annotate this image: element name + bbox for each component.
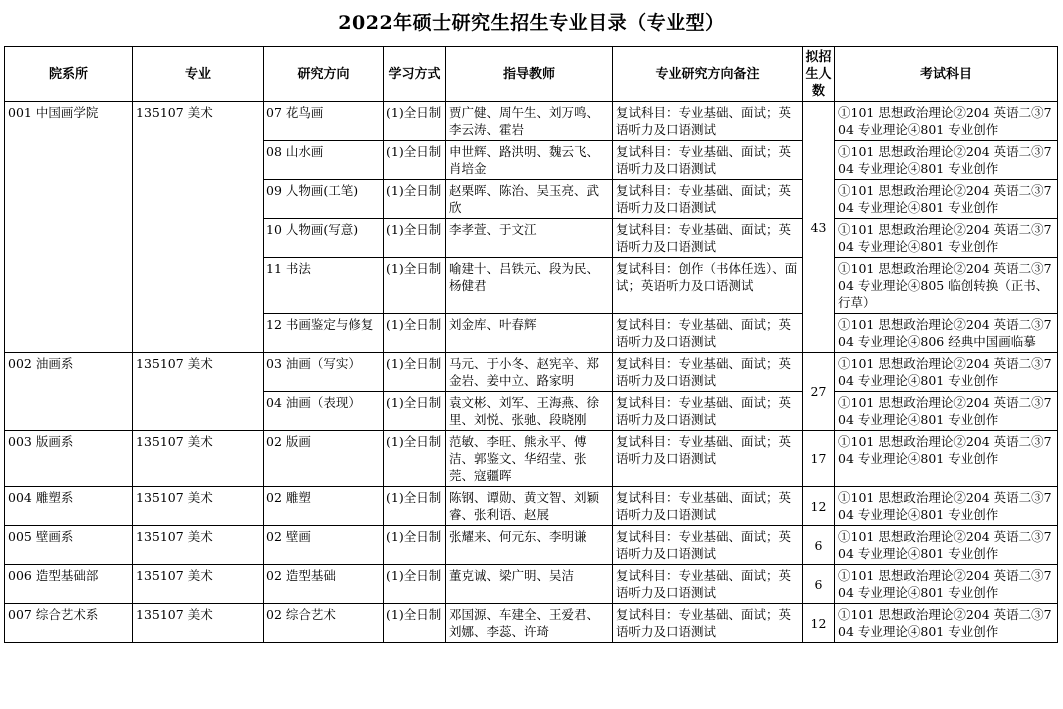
table-row xyxy=(5,102,1058,141)
exams-cell: ①101 思想政治理论②204 英语二③704 专业理论④805 临创转换（正书、行草） xyxy=(835,258,1058,314)
dept-cell: 003 版画系 xyxy=(5,431,133,487)
direction-cell: 02 版画 xyxy=(264,431,384,487)
mode-cell: (1)全日制 xyxy=(384,314,446,353)
major-cell: 135107 美术 xyxy=(133,526,264,565)
header-notes: 专业研究方向备注 xyxy=(613,47,803,102)
advisors-cell: 邓国源、车建全、王爱君、刘娜、李蕊、许琦 xyxy=(446,604,613,643)
dept-cell: 005 壁画系 xyxy=(5,526,133,565)
notes-cell: 复试科目：专业基础、面试；英语听力及口语测试 xyxy=(613,392,803,431)
table-row xyxy=(5,565,1058,604)
header-exams: 考试科目 xyxy=(835,47,1058,102)
mode-cell: (1)全日制 xyxy=(384,219,446,258)
advisors-cell: 刘金库、叶春辉 xyxy=(446,314,613,353)
major-cell: 135107 美术 xyxy=(133,353,264,431)
header-mode: 学习方式 xyxy=(384,47,446,102)
notes-cell: 复试科目：专业基础、面试；英语听力及口语测试 xyxy=(613,102,803,141)
major-cell: 135107 美术 xyxy=(133,487,264,526)
header-major: 专业 xyxy=(133,47,264,102)
direction-cell: 04 油画（表现） xyxy=(264,392,384,431)
header-quota: 拟招生人数 xyxy=(803,47,835,102)
direction-cell: 07 花鸟画 xyxy=(264,102,384,141)
mode-cell: (1)全日制 xyxy=(384,431,446,487)
table-row xyxy=(5,526,1058,565)
direction-cell: 02 综合艺术 xyxy=(264,604,384,643)
advisors-cell: 贾广健、周午生、刘万鸣、李云涛、霍岩 xyxy=(446,102,613,141)
exams-cell: ①101 思想政治理论②204 英语二③704 专业理论④801 专业创作 xyxy=(835,565,1058,604)
advisors-cell: 张耀来、何元东、李明谦 xyxy=(446,526,613,565)
direction-cell: 08 山水画 xyxy=(264,141,384,180)
mode-cell: (1)全日制 xyxy=(384,604,446,643)
exams-cell: ①101 思想政治理论②204 英语二③704 专业理论④801 专业创作 xyxy=(835,180,1058,219)
advisors-cell: 申世辉、路洪明、魏云飞、肖培金 xyxy=(446,141,613,180)
quota-cell: 27 xyxy=(803,353,835,431)
dept-cell: 004 雕塑系 xyxy=(5,487,133,526)
major-cell: 135107 美术 xyxy=(133,431,264,487)
direction-cell: 12 书画鉴定与修复 xyxy=(264,314,384,353)
notes-cell: 复试科目：专业基础、面试；英语听力及口语测试 xyxy=(613,141,803,180)
exams-cell: ①101 思想政治理论②204 英语二③704 专业理论④801 专业创作 xyxy=(835,604,1058,643)
quota-cell: 12 xyxy=(803,604,835,643)
quota-cell: 17 xyxy=(803,431,835,487)
dept-cell: 002 油画系 xyxy=(5,353,133,431)
mode-cell: (1)全日制 xyxy=(384,353,446,392)
exams-cell: ①101 思想政治理论②204 英语二③704 专业理论④801 专业创作 xyxy=(835,526,1058,565)
page-title: 2022年硕士研究生招生专业目录（专业型） xyxy=(338,12,725,34)
notes-cell: 复试科目：专业基础、面试；英语听力及口语测试 xyxy=(613,180,803,219)
header-direction: 研究方向 xyxy=(264,47,384,102)
notes-cell: 复试科目：专业基础、面试；英语听力及口语测试 xyxy=(613,565,803,604)
table-row xyxy=(5,487,1058,526)
table-body xyxy=(5,102,1058,643)
table-row xyxy=(5,431,1058,487)
mode-cell: (1)全日制 xyxy=(384,102,446,141)
notes-cell: 复试科目：专业基础、面试；英语听力及口语测试 xyxy=(613,487,803,526)
exams-cell: ①101 思想政治理论②204 英语二③704 专业理论④801 专业创作 xyxy=(835,141,1058,180)
notes-cell: 复试科目：专业基础、面试；英语听力及口语测试 xyxy=(613,604,803,643)
mode-cell: (1)全日制 xyxy=(384,565,446,604)
mode-cell: (1)全日制 xyxy=(384,180,446,219)
direction-cell: 10 人物画(写意) xyxy=(264,219,384,258)
exams-cell: ①101 思想政治理论②204 英语二③704 专业理论④801 专业创作 xyxy=(835,219,1058,258)
notes-cell: 复试科目：创作（书体任选）、面试；英语听力及口语测试 xyxy=(613,258,803,314)
advisors-cell: 喻建十、吕铁元、段为民、杨健君 xyxy=(446,258,613,314)
table-row xyxy=(5,353,1058,392)
direction-cell: 09 人物画(工笔) xyxy=(264,180,384,219)
notes-cell: 复试科目：专业基础、面试；英语听力及口语测试 xyxy=(613,431,803,487)
mode-cell: (1)全日制 xyxy=(384,258,446,314)
major-cell: 135107 美术 xyxy=(133,565,264,604)
exams-cell: ①101 思想政治理论②204 英语二③704 专业理论④806 经典中国画临摹 xyxy=(835,314,1058,353)
table-row xyxy=(5,604,1058,643)
mode-cell: (1)全日制 xyxy=(384,392,446,431)
direction-cell: 02 造型基础 xyxy=(264,565,384,604)
exams-cell: ①101 思想政治理论②204 英语二③704 专业理论④801 专业创作 xyxy=(835,431,1058,487)
direction-cell: 02 壁画 xyxy=(264,526,384,565)
dept-cell: 001 中国画学院 xyxy=(5,102,133,353)
quota-cell: 6 xyxy=(803,526,835,565)
exams-cell: ①101 思想政治理论②204 英语二③704 专业理论④801 专业创作 xyxy=(835,102,1058,141)
header-advisors: 指导教师 xyxy=(446,47,613,102)
advisors-cell: 赵栗晖、陈治、吴玉亮、武欣 xyxy=(446,180,613,219)
advisors-cell: 袁文彬、刘军、王海燕、徐里、刘悦、张驰、段晓刚 xyxy=(446,392,613,431)
quota-cell: 6 xyxy=(803,565,835,604)
mode-cell: (1)全日制 xyxy=(384,487,446,526)
quota-cell: 43 xyxy=(803,102,835,353)
notes-cell: 复试科目：专业基础、面试；英语听力及口语测试 xyxy=(613,219,803,258)
notes-cell: 复试科目：专业基础、面试；英语听力及口语测试 xyxy=(613,353,803,392)
dept-cell: 007 综合艺术系 xyxy=(5,604,133,643)
notes-cell: 复试科目：专业基础、面试；英语听力及口语测试 xyxy=(613,526,803,565)
advisors-cell: 董克诚、梁广明、吴洁 xyxy=(446,565,613,604)
header-row xyxy=(5,47,1058,102)
header-dept: 院系所 xyxy=(5,47,133,102)
direction-cell: 02 雕塑 xyxy=(264,487,384,526)
catalog-table xyxy=(4,46,1058,643)
mode-cell: (1)全日制 xyxy=(384,141,446,180)
advisors-cell: 陈钢、谭勋、黄文智、刘颖睿、张利语、赵展 xyxy=(446,487,613,526)
notes-cell: 复试科目：专业基础、面试；英语听力及口语测试 xyxy=(613,314,803,353)
exams-cell: ①101 思想政治理论②204 英语二③704 专业理论④801 专业创作 xyxy=(835,353,1058,392)
exams-cell: ①101 思想政治理论②204 英语二③704 专业理论④801 专业创作 xyxy=(835,392,1058,431)
direction-cell: 03 油画（写实） xyxy=(264,353,384,392)
mode-cell: (1)全日制 xyxy=(384,526,446,565)
direction-cell: 11 书法 xyxy=(264,258,384,314)
major-cell: 135107 美术 xyxy=(133,102,264,353)
dept-cell: 006 造型基础部 xyxy=(5,565,133,604)
major-cell: 135107 美术 xyxy=(133,604,264,643)
advisors-cell: 范敏、李旺、熊永平、傅洁、郭鉴文、华绍莹、张莞、寇疆晖 xyxy=(446,431,613,487)
advisors-cell: 马元、于小冬、赵宪辛、郑金岩、姜中立、路家明 xyxy=(446,353,613,392)
quota-cell: 12 xyxy=(803,487,835,526)
exams-cell: ①101 思想政治理论②204 英语二③704 专业理论④801 专业创作 xyxy=(835,487,1058,526)
advisors-cell: 李孝萱、于文江 xyxy=(446,219,613,258)
